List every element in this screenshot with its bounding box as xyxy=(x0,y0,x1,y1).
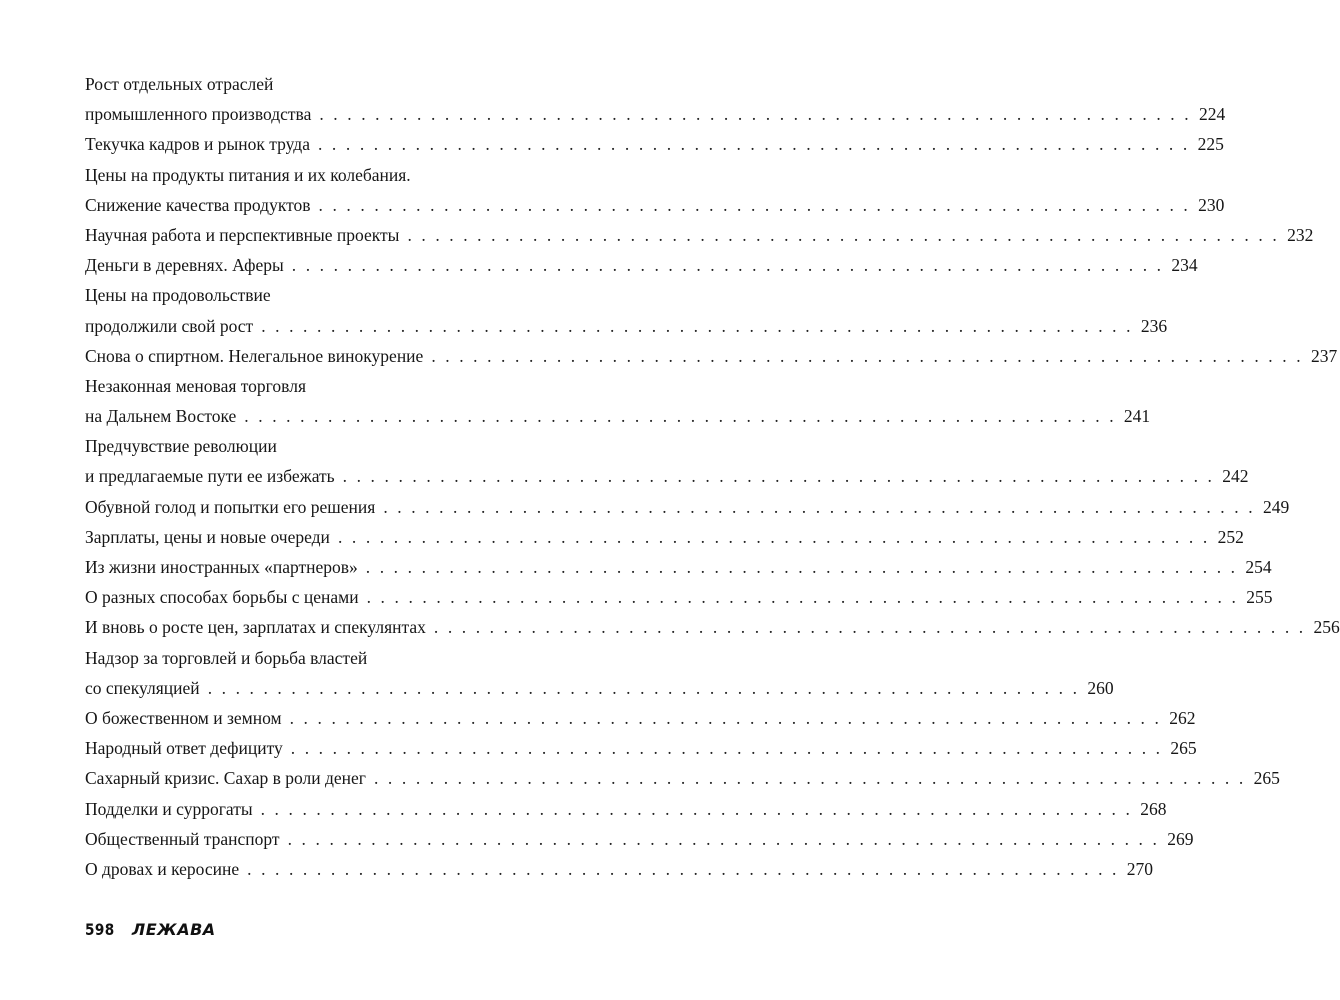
dot-leader: . . . . . . . . . . . . . . . . . . . . . . . . . . . . . . . . . . . . . . . . . . . . . . . . . . . . . . . . . . . . . . . xyxy=(319,104,1192,125)
toc-entry-line xyxy=(85,552,1272,582)
toc-entry xyxy=(85,160,1225,220)
toc-entry-title: И вновь о росте цен, зарплатах и спекулянтах xyxy=(85,617,426,638)
toc-entry-title: на Дальнем Востоке xyxy=(85,406,237,427)
toc-page-number: 265 xyxy=(1253,768,1280,789)
toc-entry-title: О разных способах борьбы с ценами xyxy=(85,587,359,608)
toc-page-number: 234 xyxy=(1171,255,1198,276)
toc-entry-line xyxy=(85,643,566,673)
toc-entry-title: Снижение качества продуктов xyxy=(85,194,311,215)
toc-entry-line xyxy=(85,612,1340,642)
toc-page-number: 265 xyxy=(1170,738,1197,759)
toc-entry xyxy=(85,220,1314,250)
toc-page-number: 230 xyxy=(1198,194,1225,215)
toc-entry-title: Народный ответ дефициту xyxy=(85,738,283,759)
toc-entry-title: Надзор за торговлей и борьба властей xyxy=(85,647,368,668)
toc-entry-line xyxy=(85,522,1244,552)
toc-page-number: 255 xyxy=(1246,587,1273,608)
dot-leader: . . . . . . . . . . . . . . . . . . . . . . . . . . . . . . . . . . . . . . . . . . . . . . . . . . . . . . . . . . . . . . . xyxy=(433,617,1306,638)
table-of-contents xyxy=(85,69,1340,884)
toc-page-number: 242 xyxy=(1222,466,1249,487)
dot-leader: . . . . . . . . . . . . . . . . . . . . . . . . . . . . . . . . . . . . . . . . . . . . . . . . . . . . . . . . . . . . . . . xyxy=(318,194,1191,215)
toc-entry-title: Текучка кадров и рынок труда xyxy=(85,134,310,155)
dot-leader: . . . . . . . . . . . . . . . . . . . . . . . . . . . . . . . . . . . . . . . . . . . . . . . . . . . . . . . . . . . . . . . xyxy=(365,557,1238,577)
toc-entry-title: Предчувствие революции xyxy=(85,436,277,457)
toc-entry-line xyxy=(85,794,1167,824)
toc-entry xyxy=(85,763,1280,793)
dot-leader: . . . . . . . . . . . . . . . . . . . . . . . . . . . . . . . . . . . . . . . . . . . . . . . . . . . . . . . . . . . . . . . xyxy=(431,345,1304,366)
toc-entry-line xyxy=(85,492,1290,522)
toc-entry-title: Подделки и суррогаты xyxy=(85,798,253,819)
dot-leader: . . . . . . . . . . . . . . . . . . . . . . . . . . . . . . . . . . . . . . . . . . . . . . . . . . . . . . . . . . . . . . . xyxy=(407,224,1280,245)
page-footer xyxy=(85,920,216,939)
toc-entry xyxy=(85,522,1244,552)
toc-entry xyxy=(85,582,1273,612)
toc-entry-title: Научная работа и перспективные проекты xyxy=(85,224,400,245)
page-number-folio: 598 xyxy=(85,920,115,939)
toc-entry xyxy=(85,431,1249,491)
toc-entry xyxy=(85,371,1151,431)
dot-leader: . . . . . . . . . . . . . . . . . . . . . . . . . . . . . . . . . . . . . . . . . . . . . . . . . . . . . . . . . . . . . . . xyxy=(287,828,1160,849)
dot-leader: . . . . . . . . . . . . . . . . . . . . . . . . . . . . . . . . . . . . . . . . . . . . . . . . . . . . . . . . . . . . . . . xyxy=(261,315,1134,336)
dot-leader: . . . . . . . . . . . . . . . . . . . . . . . . . . . . . . . . . . . . . . . . . . . . . . . . . . . . . . . . . . . . . . . xyxy=(337,526,1210,547)
toc-entry xyxy=(85,854,1153,884)
toc-entry xyxy=(85,824,1194,854)
toc-page-number: 262 xyxy=(1169,707,1196,728)
toc-page-number: 232 xyxy=(1287,224,1314,245)
toc-entry-title: О дровах и керосине xyxy=(85,858,240,879)
dot-leader: . . . . . . . . . . . . . . . . . . . . . . . . . . . . . . . . . . . . . . . . . . . . . . . . . . . . . . . . . . . . . . . xyxy=(291,255,1164,276)
toc-entry xyxy=(85,552,1272,582)
toc-entry-line xyxy=(85,582,1273,612)
toc-entry-line xyxy=(85,69,566,99)
toc-entry-line xyxy=(85,673,1114,703)
toc-entry-line xyxy=(85,461,1249,491)
toc-entry-title: и предлагаемые пути ее избежать xyxy=(85,466,335,487)
toc-entry-line xyxy=(85,763,1280,793)
toc-page-number: 254 xyxy=(1245,557,1272,577)
toc-entry-line xyxy=(85,431,566,461)
toc-entry-line xyxy=(85,99,1226,129)
dot-leader: . . . . . . . . . . . . . . . . . . . . . . . . . . . . . . . . . . . . . . . . . . . . . . . . . . . . . . . . . . . . . . . xyxy=(383,496,1256,517)
toc-entry-title: Цены на продовольствие xyxy=(85,285,271,306)
toc-entry xyxy=(85,733,1197,763)
toc-entry xyxy=(85,794,1167,824)
toc-entry-title: Общественный транспорт xyxy=(85,828,280,849)
dot-leader: . . . . . . . . . . . . . . . . . . . . . . . . . . . . . . . . . . . . . . . . . . . . . . . . . . . . . . . . . . . . . . . xyxy=(247,858,1119,879)
toc-entry-title: продолжили свой рост xyxy=(85,315,254,336)
dot-leader: . . . . . . . . . . . . . . . . . . . . . . . . . . . . . . . . . . . . . . . . . . . . . . . . . . . . . . . . . . . . . . . xyxy=(244,406,1117,427)
toc-page-number: 256 xyxy=(1313,617,1340,638)
toc-page-number: 249 xyxy=(1262,496,1290,517)
toc-entry-title: промышленного производства xyxy=(85,104,312,125)
toc-entry-title: Сахарный кризис. Сахар в роли денег xyxy=(85,768,366,789)
toc-entry xyxy=(85,250,1198,280)
toc-page-number: 241 xyxy=(1123,406,1151,427)
toc-page-number: 260 xyxy=(1087,677,1114,698)
toc-entry-title: О божественном и земном xyxy=(85,707,282,728)
dot-leader: . . . . . . . . . . . . . . . . . . . . . . . . . . . . . . . . . . . . . . . . . . . . . . . . . . . . . . . . . . . . . . . xyxy=(366,587,1239,608)
toc-entry-line xyxy=(85,703,1196,733)
toc-entry-line xyxy=(85,854,1153,884)
toc-entry xyxy=(85,280,1168,340)
dot-leader: . . . . . . . . . . . . . . . . . . . . . . . . . . . . . . . . . . . . . . . . . . . . . . . . . . . . . . . . . . . . . . . xyxy=(373,768,1246,789)
toc-entry-title: Незаконная меновая торговля xyxy=(85,375,306,396)
dot-leader: . . . . . . . . . . . . . . . . . . . . . . . . . . . . . . . . . . . . . . . . . . . . . . . . . . . . . . . . . . . . . . . xyxy=(290,738,1163,759)
toc-page-number: 225 xyxy=(1197,134,1224,155)
toc-page-number: 268 xyxy=(1140,798,1167,819)
toc-entry xyxy=(85,703,1196,733)
toc-entry-title: Рост отдельных отраслей xyxy=(85,74,274,94)
toc-entry-title: Цены на продукты питания и их колебания. xyxy=(85,164,411,185)
toc-entry xyxy=(85,341,1338,371)
toc-entry-line xyxy=(85,401,1151,431)
running-head-author: ЛЕЖАВА xyxy=(131,920,216,939)
dot-leader: . . . . . . . . . . . . . . . . . . . . . . . . . . . . . . . . . . . . . . . . . . . . . . . . . . . . . . . . . . . . . . . xyxy=(260,798,1133,819)
toc-entry-title: Снова о спиртном. Нелегальное винокурение xyxy=(85,345,424,366)
toc-entry-line xyxy=(85,160,566,190)
toc-page-number: 237 xyxy=(1310,345,1338,366)
toc-entry-line xyxy=(85,824,1194,854)
toc-entry-title: Из жизни иностранных «партнеров» xyxy=(85,557,358,577)
dot-leader: . . . . . . . . . . . . . . . . . . . . . . . . . . . . . . . . . . . . . . . . . . . . . . . . . . . . . . . . . . . . . . . xyxy=(207,677,1080,698)
toc-page-number: 269 xyxy=(1167,828,1194,849)
dot-leader: . . . . . . . . . . . . . . . . . . . . . . . . . . . . . . . . . . . . . . . . . . . . . . . . . . . . . . . . . . . . . . . xyxy=(342,466,1215,487)
toc-entry-line xyxy=(85,190,1225,220)
dot-leader: . . . . . . . . . . . . . . . . . . . . . . . . . . . . . . . . . . . . . . . . . . . . . . . . . . . . . . . . . . . . . . . xyxy=(317,134,1190,155)
toc-entry-line xyxy=(85,129,1224,159)
toc-entry-line xyxy=(85,733,1197,763)
dot-leader: . . . . . . . . . . . . . . . . . . . . . . . . . . . . . . . . . . . . . . . . . . . . . . . . . . . . . . . . . . . . . . . xyxy=(289,707,1162,728)
toc-entry xyxy=(85,492,1290,522)
toc-entry-line xyxy=(85,371,566,401)
toc-page-number: 270 xyxy=(1126,858,1153,879)
toc-page-number: 236 xyxy=(1140,315,1168,336)
toc-entry-line xyxy=(85,280,566,310)
toc-entry xyxy=(85,612,1340,642)
toc-entry-line xyxy=(85,250,1198,280)
toc-entry-title: Зарплаты, цены и новые очереди xyxy=(85,526,330,547)
toc-entry xyxy=(85,69,1226,129)
toc-entry-line xyxy=(85,341,1338,371)
toc-page-number: 224 xyxy=(1198,104,1226,125)
toc-entry-title: Деньги в деревнях. Аферы xyxy=(85,255,284,276)
toc-entry-title: со спекуляцией xyxy=(85,677,200,698)
toc-page-number: 252 xyxy=(1217,526,1244,547)
toc-entry-line xyxy=(85,220,1314,250)
toc-entry xyxy=(85,643,1114,703)
toc-entry-line xyxy=(85,311,1168,341)
toc-entry-title: Обувной голод и попытки его решения xyxy=(85,496,376,517)
toc-entry xyxy=(85,129,1224,159)
